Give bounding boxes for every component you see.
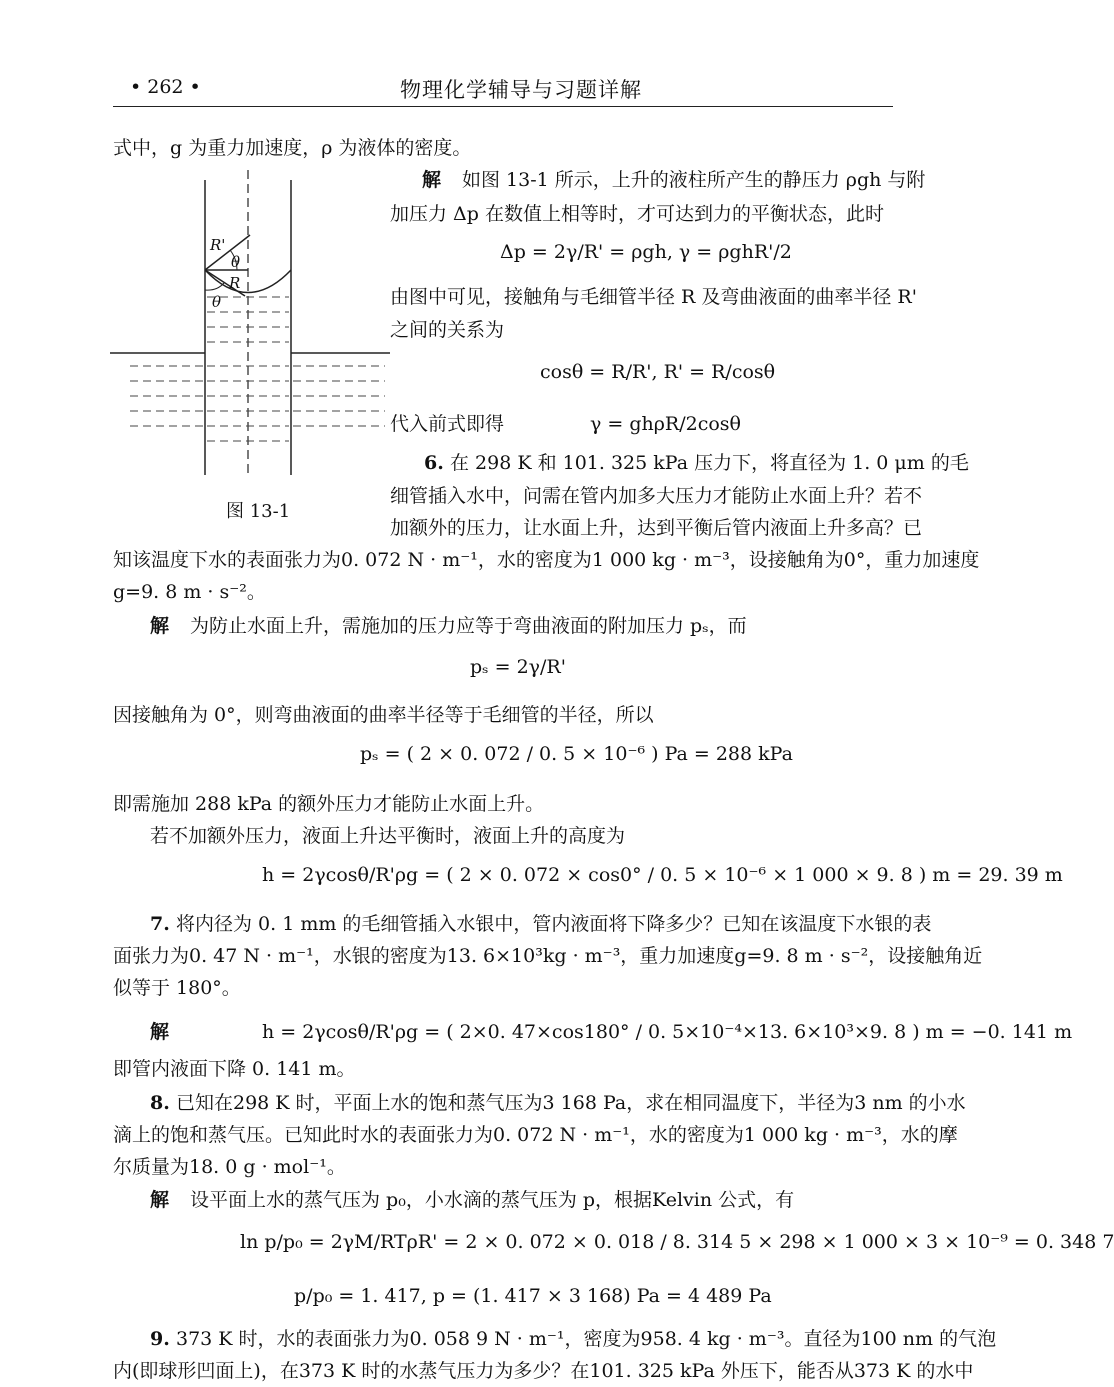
text-line: 已知在298 K 时，平面上水的饱和蒸气压为3 168 Pa，求在相同温度下，半径为3 nm 的小水 <box>176 1092 966 1114</box>
problem-number: 7. <box>150 913 170 935</box>
text-line: 代入前式即得 <box>390 413 505 435</box>
page-number: • 262 • <box>130 76 201 98</box>
equation: γ = ghρR/2cosθ <box>590 413 741 435</box>
text-line: 加额外的压力，让水面上升，达到平衡后管内液面上升多高？已 <box>390 517 923 539</box>
problem-number: 9. <box>150 1328 170 1350</box>
text-line: g=9. 8 m · s⁻²。 <box>113 581 266 603</box>
equation: cosθ = R/R', R' = R/cosθ <box>540 361 776 383</box>
text-line: 若不加额外压力，液面上升达平衡时，液面上升的高度为 <box>150 825 626 847</box>
figure-caption: 图 13-1 <box>226 501 291 522</box>
header-rule <box>113 106 893 107</box>
text-line: 加压力 Δp 在数值上相等时，才可达到力的平衡状态，此时 <box>390 203 884 225</box>
text-line: 因接触角为 0°，则弯曲液面的曲率半径等于毛细管的半径，所以 <box>113 704 654 726</box>
capillary-figure <box>110 170 390 480</box>
equation: h = 2γcosθ/R'ρg = ( 2×0. 47×cos180° / 0. 5×10⁻⁴×13. 6×10³×9. 8 ) m = −0. 141 m <box>262 1021 1073 1043</box>
solution-label: 解 <box>150 615 170 637</box>
label-theta-contact: θ <box>212 293 222 311</box>
problem-number: 6. <box>424 452 444 474</box>
problem-number: 8. <box>150 1092 170 1114</box>
text-line: 设平面上水的蒸气压为 p₀，小水滴的蒸气压为 p，根据Kelvin 公式，有 <box>190 1189 795 1211</box>
text-line: 面张力为0. 47 N · m⁻¹，水银的密度为13. 6×10³kg · m⁻³，重力加速度g=9. 8 m · s⁻²，设接触角近 <box>113 945 983 967</box>
equation: ln p/p₀ = 2γM/RTρR' = 2 × 0. 072 × 0. 018 / 8. 314 5 × 298 × 1 000 × 3 × 10⁻⁹ = 0. 348 7 <box>240 1231 1114 1253</box>
equation: p/p₀ = 1. 417, p = (1. 417 × 3 168) Pa = 4 489 Pa <box>294 1285 772 1307</box>
text-line: 尔质量为18. 0 g · mol⁻¹。 <box>113 1156 346 1178</box>
page-header <box>0 72 980 108</box>
text-line: 滴上的饱和蒸气压。已知此时水的表面张力为0. 072 N · m⁻¹，水的密度为1 000 kg · m⁻³，水的摩 <box>113 1124 958 1146</box>
text-line: 将内径为 0. 1 mm 的毛细管插入水银中，管内液面将下降多少？已知在该温度下水银的表 <box>176 913 932 935</box>
text-line: 式中，g 为重力加速度，ρ 为液体的密度。 <box>113 137 472 159</box>
equation: pₛ = 2γ/R' <box>470 656 566 678</box>
text-line: 似等于 180°。 <box>113 977 241 999</box>
text-line: 内(即球形凹面上)，在373 K 时的水蒸气压力为多少？在101. 325 kPa 外压下，能否从373 K 的水中 <box>113 1360 974 1382</box>
label-r: R <box>229 274 241 292</box>
liquid-hatching <box>130 297 385 441</box>
text-line: 细管插入水中，问需在管内加多大压力才能防止水面上升？若不 <box>390 485 923 507</box>
text-line: 如图 13-1 所示，上升的液柱所产生的静压力 ρgh 与附 <box>462 169 926 191</box>
solution-label: 解 <box>150 1021 170 1043</box>
text-line: 由图中可见，接触角与毛细管半径 R 及弯曲液面的曲率半径 R' <box>390 286 917 308</box>
label-r-prime: R' <box>210 236 226 254</box>
equation: pₛ = ( 2 × 0. 072 / 0. 5 × 10⁻⁶ ) Pa = 288 kPa <box>360 743 793 765</box>
solution-label: 解 <box>422 169 442 191</box>
running-title: 物理化学辅导与习题详解 <box>400 78 642 102</box>
equation: Δp = 2γ/R' = ρgh, γ = ρghR'/2 <box>500 241 792 263</box>
text-line: 之间的关系为 <box>390 319 505 341</box>
solution-label: 解 <box>150 1189 170 1211</box>
label-theta-top: θ <box>231 253 241 271</box>
text-line: 即需施加 288 kPa 的额外压力才能防止水面上升。 <box>113 793 545 815</box>
equation: h = 2γcosθ/R'ρg = ( 2 × 0. 072 × cos0° / 0. 5 × 10⁻⁶ × 1 000 × 9. 8 ) m = 29. 39 m <box>262 864 1063 886</box>
text-line: 373 K 时，水的表面张力为0. 058 9 N · m⁻¹，密度为958. 4 kg · m⁻³。直径为100 nm 的气泡 <box>176 1328 997 1350</box>
text-line: 即管内液面下降 0. 141 m。 <box>113 1058 356 1080</box>
text-line: 知该温度下水的表面张力为0. 072 N · m⁻¹，水的密度为1 000 kg · m⁻³，设接触角为0°，重力加速度 <box>113 549 980 571</box>
text-line: 在 298 K 和 101. 325 kPa 压力下，将直径为 1. 0 μm 的毛 <box>450 452 969 474</box>
text-line: 为防止水面上升，需施加的压力应等于弯曲液面的附加压力 pₛ，而 <box>190 615 747 637</box>
